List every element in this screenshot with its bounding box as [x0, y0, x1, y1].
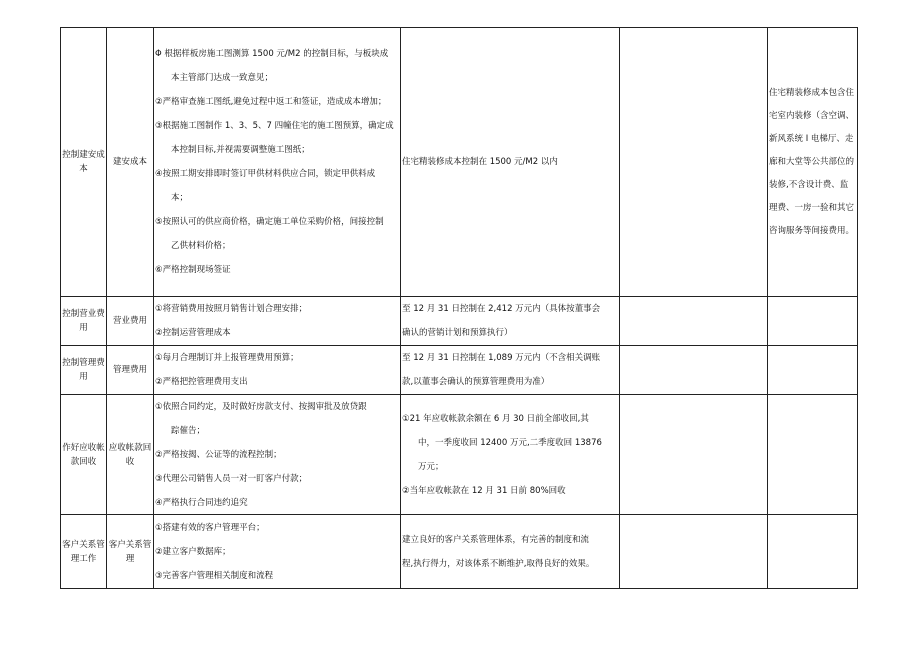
- empty-cell: [620, 28, 768, 297]
- measure-line: 踪催告；: [171, 425, 206, 436]
- category-cell: [61, 297, 107, 346]
- measure-line: ①每月合理制订并上报管理费用预算；: [155, 353, 299, 363]
- category-cell: [61, 395, 107, 515]
- target-text: 住宅精装修成本控制在 1500 元/M2 以内: [402, 157, 558, 167]
- item-cell: [107, 297, 154, 346]
- category-label: 作好应收帐款回收: [62, 442, 105, 467]
- target-line: 建立良好的客户关系管理体系，有完善的制度和流: [402, 534, 590, 545]
- category-label: 控制营业费用: [62, 309, 105, 333]
- measure-line: Φ 根据样板房施工图测算 1500 元/M2 的控制目标，与板块成: [155, 49, 389, 59]
- measure-line: ③完善客户管理相关制度和流程: [155, 570, 274, 581]
- measures-cell: [154, 28, 401, 297]
- empty-cell: [620, 297, 768, 346]
- target-line: 至 12 月 31 日控制在 2,412 万元内（具体按董事会: [402, 304, 601, 314]
- category-label: 客户关系管理工作: [62, 539, 105, 564]
- table-row: [61, 28, 858, 297]
- empty-cell: [620, 395, 768, 515]
- measure-line: 本；: [171, 193, 189, 203]
- measure-line: 本控制目标,并视需要调整施工图纸；: [171, 145, 310, 155]
- measure-line: ②控制运营管理成本: [155, 328, 231, 338]
- measure-line: ④严格执行合同违约追究: [155, 497, 248, 508]
- measure-line: ②严格按揭、公证等的流程控制；: [155, 449, 282, 460]
- measure-line: ②严格把控管理费用支出: [155, 377, 248, 387]
- measure-line: ⑤按照认可的供应商价格，确定施工单位采购价格，间接控制: [155, 217, 384, 227]
- measure-line: ①依照合同约定，及时做好房款支付、按揭审批及放贷跟: [155, 401, 367, 412]
- target-line: 款,以董事会确认的预算管理费用为准）: [402, 377, 550, 387]
- empty-cell: [768, 297, 858, 346]
- item-label: 营业费用: [112, 316, 147, 326]
- target-line: 至 12 月 31 日控制在 1,089 万元内（不含相关调账: [402, 353, 601, 363]
- category-cell: [61, 515, 107, 589]
- item-label: 客户关系管理: [108, 539, 152, 564]
- target-cell: [401, 515, 620, 589]
- item-cell: [107, 346, 154, 395]
- category-cell: [61, 28, 107, 297]
- target-line: 中，一季度收回 12400 万元,二季度收回 13876: [418, 437, 602, 448]
- measure-line: ②建立客户数据库；: [155, 546, 231, 557]
- measures-cell: [154, 395, 401, 515]
- empty-cell: [768, 395, 858, 515]
- measures-cell: [154, 346, 401, 395]
- measure-line: ②严格审查施工图纸,避免过程中返工和签证，造成成本增加；: [155, 97, 387, 107]
- item-cell: [107, 515, 154, 589]
- measures-cell: [154, 297, 401, 346]
- plan-table: [60, 27, 858, 589]
- empty-cell: [620, 515, 768, 589]
- target-cell: [401, 28, 620, 297]
- category-cell: [61, 346, 107, 395]
- measure-line: ①搭建有效的客户管理平台；: [155, 522, 265, 533]
- note-cell: [768, 28, 858, 297]
- item-label: 管理费用: [112, 365, 147, 375]
- table-row: [61, 515, 858, 589]
- measures-cell: [154, 515, 401, 589]
- item-cell: [107, 28, 154, 297]
- target-line: ①21 年应收帐款余额在 6 月 30 日前全部收回,其: [402, 413, 589, 424]
- item-cell: [107, 395, 154, 515]
- table-row: [61, 297, 858, 346]
- target-line: ②当年应收帐款在 12 月 31 日前 80%回收: [402, 485, 566, 496]
- target-line: 程,执行得力，对该体系不断维护,取得良好的效果。: [402, 558, 595, 569]
- empty-cell: [768, 515, 858, 589]
- measure-line: ③代理公司销售人员一对一盯客户付款；: [155, 473, 308, 484]
- target-line: 确认的营销计划和预算执行）: [402, 328, 513, 338]
- measure-line: 本主管部门达成一致意见；: [171, 73, 274, 83]
- empty-cell: [768, 346, 858, 395]
- target-cell: [401, 346, 620, 395]
- measure-line: ①将营销费用按照月销售计划合理安排；: [155, 304, 308, 314]
- table-row: [61, 346, 858, 395]
- table-row: [61, 395, 858, 515]
- target-cell: [401, 395, 620, 515]
- category-label: 控制管理费用: [62, 358, 105, 382]
- empty-cell: [620, 346, 768, 395]
- category-label: 控制建安成本: [62, 150, 105, 174]
- measure-line: ④按照工期安排即时签订甲供材料供应合同，锁定甲供料成: [155, 169, 376, 179]
- note-text: 住宅精装修成本包含住宅室内装修（含空调、新风系统 I 电梯厅、走廊和大堂等公共部位的装修,不含设计费、监理费、一房一验和其它咨询服务等间接费用。: [769, 87, 855, 236]
- measure-line: ③根据施工图制作 1、3、5、7 四幢住宅的施工图预算，确定成: [155, 121, 394, 131]
- measure-line: 乙供材料价格；: [171, 241, 231, 251]
- item-label: 应收帐款回收: [108, 442, 152, 467]
- measure-line: ⑥严格控制现场签证: [155, 265, 231, 275]
- target-line: 万元；: [418, 461, 444, 472]
- target-cell: [401, 297, 620, 346]
- item-label: 建安成本: [112, 157, 147, 167]
